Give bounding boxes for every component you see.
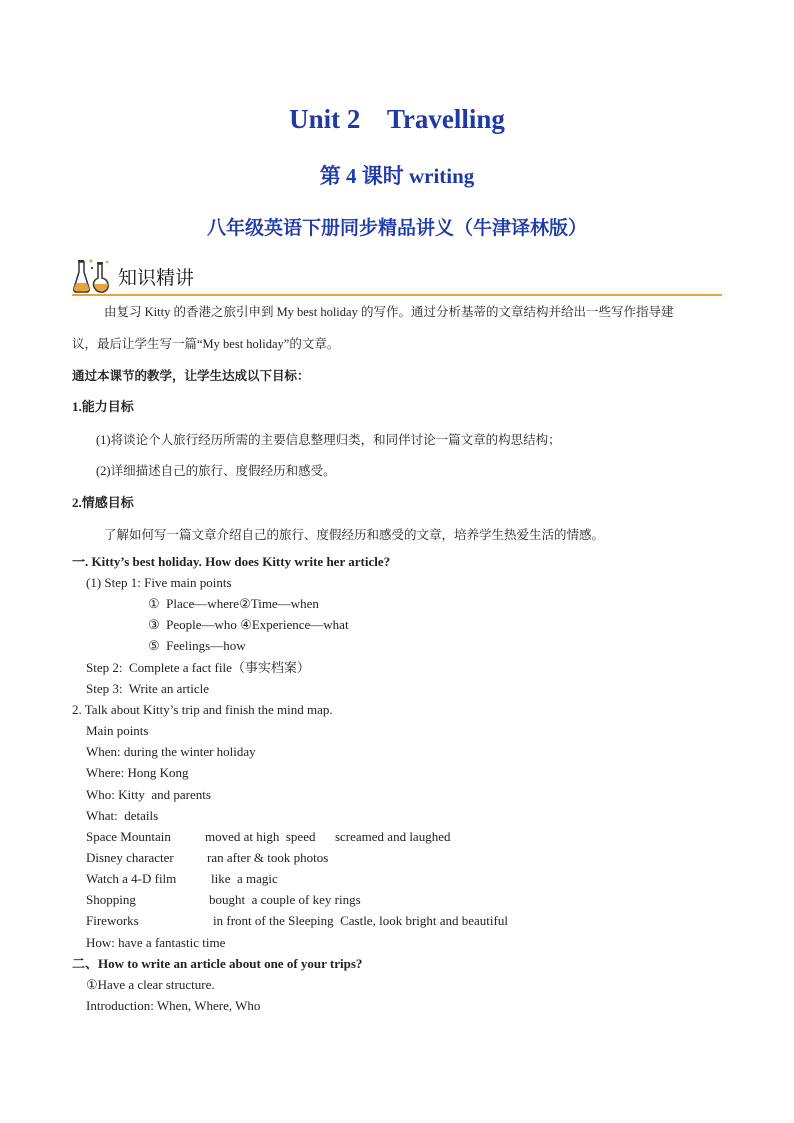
emotion-heading: 2.情感目标 <box>72 495 134 510</box>
lesson-subtitle: 第 4 课时 writing <box>319 164 475 188</box>
activity-label: Shopping <box>86 892 136 907</box>
points-line-1: ① Place—where②Time—when <box>148 596 319 611</box>
activity-label: Fireworks <box>86 913 139 928</box>
section-header <box>72 256 722 296</box>
lab-flask-icon <box>72 256 112 296</box>
activity-details: bought a couple of key rings <box>209 892 361 907</box>
points-line-3: ⑤ Feelings—how <box>148 638 246 653</box>
main-points: Main points <box>86 723 149 738</box>
activity-details: like a magic <box>211 871 278 886</box>
intro-line-1: 由复习 Kitty 的香港之旅引申到 My best holiday 的写作。通过分析基蒂的文章结构并给出一些写作指导建 <box>104 305 674 319</box>
part2-heading: 二、How to write an article about one of your trips? <box>72 956 363 971</box>
part2-item-2: Introduction: When, Where, Who <box>86 998 261 1013</box>
activity-details: moved at high speed screamed and laughed <box>205 829 451 844</box>
activity-label: Watch a 4-D film <box>86 871 177 886</box>
how-line: How: have a fantastic time <box>86 935 226 950</box>
what-line: What: details <box>86 808 159 823</box>
part2-item-1: ①Have a clear structure. <box>86 977 215 992</box>
activity-details: ran after & took photos <box>207 850 329 865</box>
activity-details: in front of the Sleeping Castle, look bright and beautiful <box>213 913 508 928</box>
section-divider <box>72 294 722 296</box>
emotion-text: 了解如何写一篇文章介绍自己的旅行、度假经历和感受的文章，培养学生热爱生活的情感。 <box>104 528 605 542</box>
intro-line-2: 议，最后让学生写一篇“My best holiday”的文章。 <box>72 337 340 351</box>
goals-heading: 通过本课节的教学，让学生达成以下目标： <box>72 369 310 383</box>
section-label: 知识精讲 <box>118 267 195 289</box>
step-3: Step 3: Write an article <box>86 681 210 696</box>
activity-label: Disney character <box>86 850 174 865</box>
textbook-subtitle: 八年级英语下册同步精品讲义（牛津译林版） <box>206 218 587 239</box>
step-1: (1) Step 1: Five main points <box>86 575 232 590</box>
ability-item-1: (1)将谈论个人旅行经历所需的主要信息整理归类，和同伴讨论一篇文章的构思结构； <box>96 433 561 447</box>
page-title: Unit 2 Travelling <box>289 104 505 134</box>
ability-item-2: (2)详细描述自己的旅行、度假经历和感受。 <box>96 464 336 478</box>
ability-heading: 1.能力目标 <box>72 399 134 414</box>
points-line-2: ③ People—who ④Experience—what <box>148 617 349 632</box>
where-line: Where: Hong Kong <box>86 765 189 780</box>
step-2: Step 2: Complete a fact file（事实档案） <box>86 660 310 675</box>
activity-label: Space Mountain <box>86 829 171 844</box>
talk-instruction: 2. Talk about Kitty’s trip and finish the mind map. <box>72 702 333 717</box>
part1-heading: 一. Kitty’s best holiday. How does Kitty write her article? <box>72 554 391 569</box>
who-line: Who: Kitty and parents <box>86 787 211 802</box>
when-line: When: during the winter holiday <box>86 744 256 759</box>
